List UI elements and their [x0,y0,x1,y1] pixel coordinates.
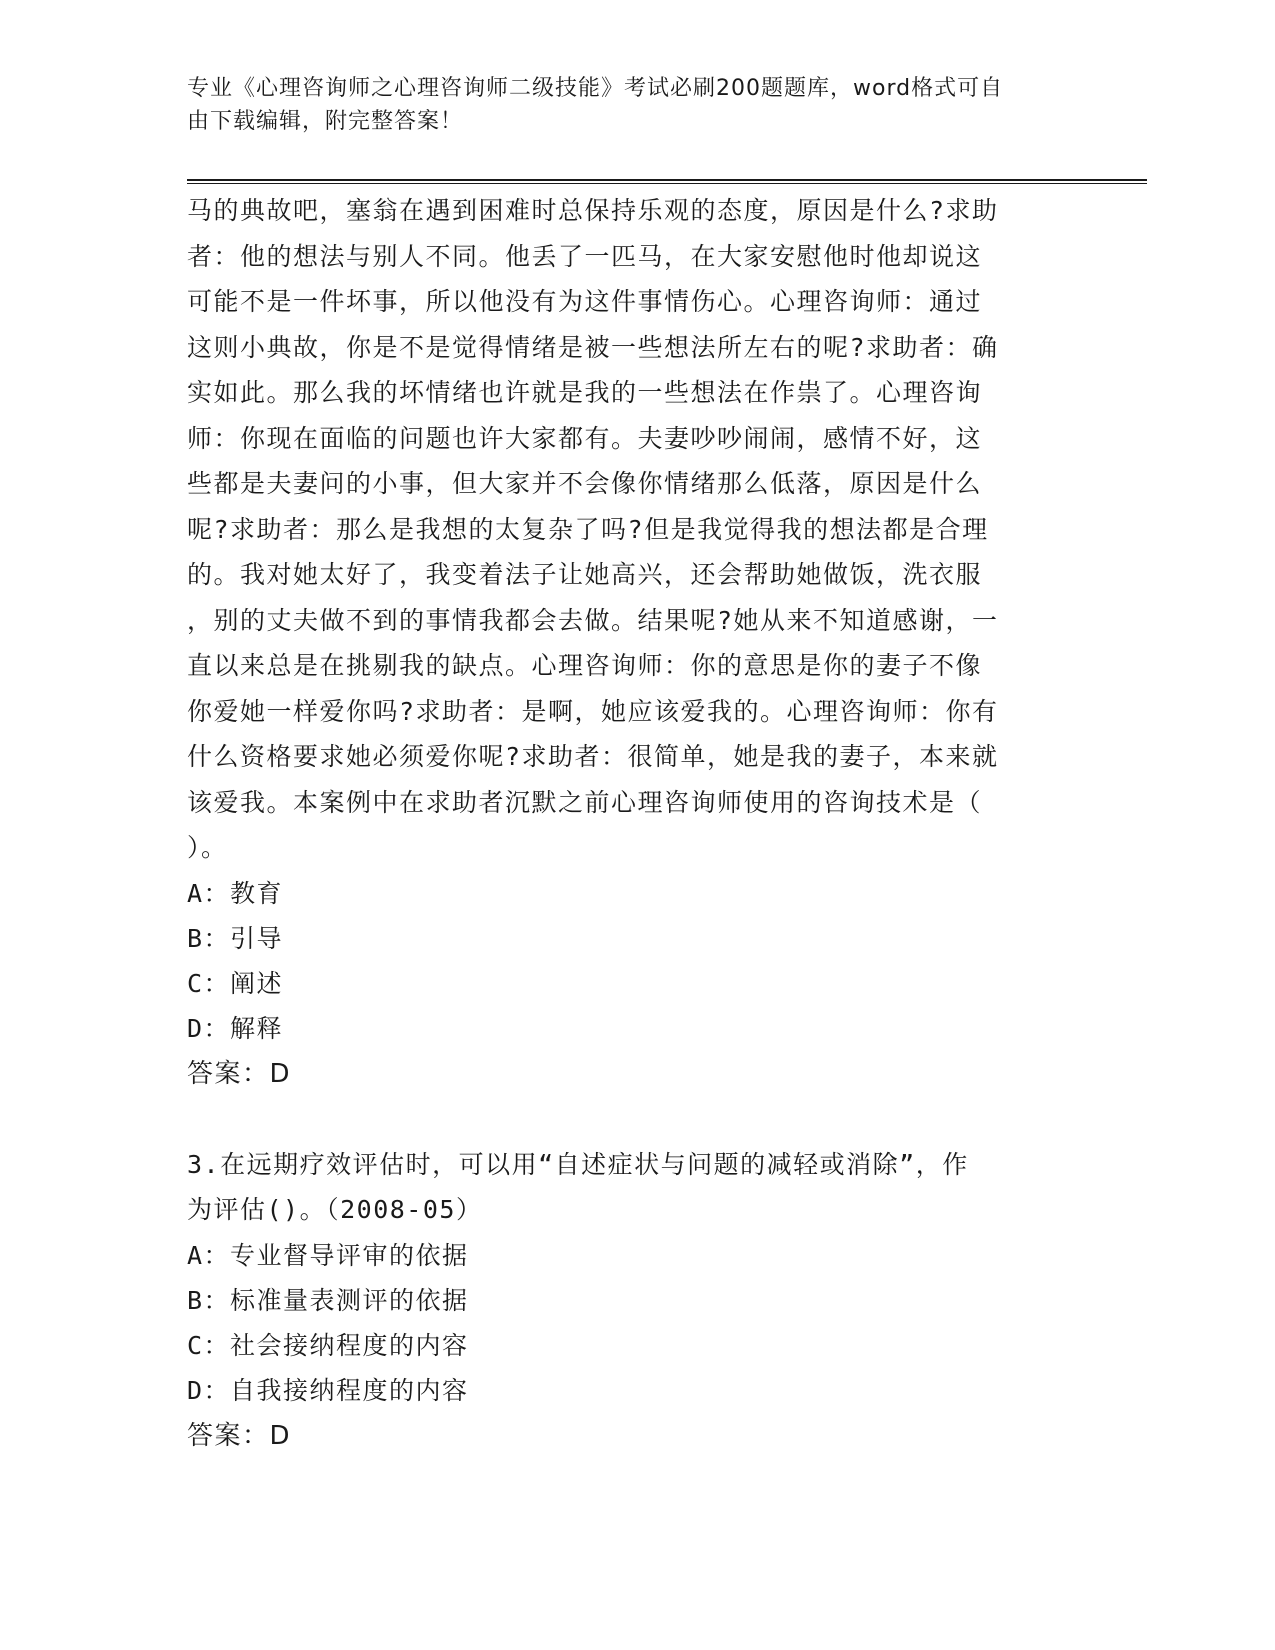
question-3-answer: 答案：D [187,1420,292,1451]
option-b: B：标准量表测评的依据 [187,1285,469,1315]
stem-line: 为评估()。（2008-05） [187,1195,483,1224]
document-header [187,72,1057,138]
option-a: A：专业督导评审的依据 [187,1240,469,1270]
question-2-stem [187,188,1067,871]
document-body [187,188,1067,1459]
option-d: D：解释 [187,1013,284,1043]
option-c: C：阐述 [187,968,284,998]
stem-line: 呢?求助者：那么是我想的太复杂了吗?但是我觉得我的想法都是合理 [187,514,989,544]
option-d: D：自我接纳程度的内容 [187,1375,469,1405]
stem-line: 可能不是一件坏事，所以他没有为这件事情伤心。心理咨询师：通过 [187,287,983,316]
stem-line: 什么资格要求她必须爱你呢?求助者：很简单，她是我的妻子，本来就 [187,742,999,771]
option-b: B：引导 [187,923,284,953]
header-line-2: 由下载编辑，附完整答案！ [187,109,464,134]
stem-line: 马的典故吧，塞翁在遇到困难时总保持乐观的态度，原因是什么?求助 [187,196,999,225]
question-3-options [187,1233,1067,1413]
stem-line: 的。我对她太好了，我变着法子让她高兴，还会帮助她做饭，洗衣服 [187,560,983,589]
header-divider-thin [187,183,1147,184]
stem-line: ，别的丈夫做不到的事情我都会去做。结果呢?她从来不知道感谢，一 [187,605,999,635]
stem-line: 这则小典故，你是不是觉得情绪是被一些想法所左右的呢?求助者：确 [187,332,999,362]
option-a: A：教育 [187,878,284,908]
question-3-stem [187,1142,1067,1233]
stem-line: 你爱她一样爱你吗?求助者：是啊，她应该爱我的。心理咨询师：你有 [187,696,999,726]
question-2-options [187,871,1067,1051]
stem-line: 者：他的想法与别人不同。他丢了一匹马，在大家安慰他时他却说这 [187,241,983,271]
stem-line: 师：你现在面临的问题也许大家都有。夫妻吵吵闹闹，感情不好，这 [187,423,983,453]
header-line-1: 专业《心理咨询师之心理咨询师二级技能》考试必刷200题题库，word格式可自 [187,76,1004,101]
stem-line: 些都是夫妻问的小事，但大家并不会像你情绪那么低落，原因是什么 [187,469,983,498]
option-c: C：社会接纳程度的内容 [187,1330,469,1360]
stem-line: 该爱我。本案例中在求助者沉默之前心理咨询师使用的咨询技术是（ [187,787,983,817]
stem-line: ）。 [187,833,228,862]
spacer [187,1097,1067,1142]
question-2-answer: 答案：D [187,1058,292,1089]
stem-line: 实如此。那么我的坏情绪也许就是我的一些想法在作祟了。心理咨询 [187,378,983,407]
stem-line: 直以来总是在挑剔我的缺点。心理咨询师：你的意思是你的妻子不像 [187,651,983,680]
stem-line: 3.在远期疗效评估时，可以用“自述症状与问题的减轻或消除”，作 [187,1149,969,1179]
header-divider-thick [187,179,1147,181]
